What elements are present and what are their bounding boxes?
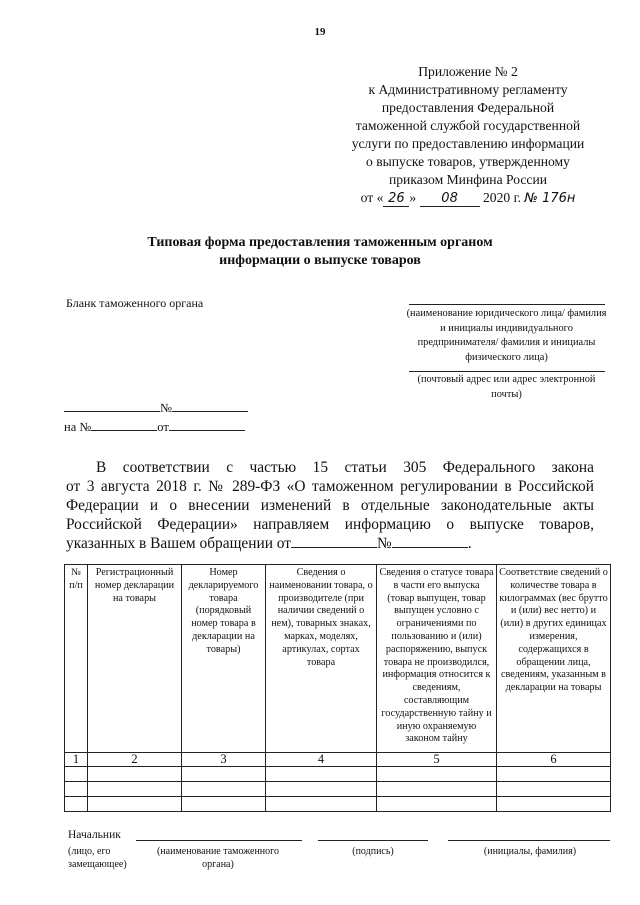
incoming-from: от: [157, 420, 169, 434]
table-cell: [182, 767, 266, 782]
date-year: 2020 г.: [482, 190, 522, 205]
table-cell: [377, 797, 497, 812]
appendix-line: Приложение № 2: [418, 64, 518, 79]
order-number: № 176н: [524, 191, 576, 206]
column-number-cell: 1: [65, 753, 88, 767]
header-cell: Сведения о статусе товара в части его выпуска (товар выпущен, товар выпущен условно с ограничениями по пользованию и (или) распоряжению, выпуск товара не производился, информация относится к сведениям, составляющим государственную тайну и иную охраняемую законом тайну: [377, 565, 497, 753]
date-mid: »: [409, 190, 417, 205]
blank-label: Бланк таможенного органа: [66, 296, 204, 310]
incoming-number-blank: [91, 417, 157, 431]
table-cell: [88, 782, 182, 797]
recipient-line: [409, 304, 605, 305]
table-cell: [88, 767, 182, 782]
appendix-line: предоставления Федеральной: [381, 100, 555, 115]
column-number-cell: 3: [182, 753, 266, 767]
appendix-line: таможенной службой государственной: [355, 118, 581, 133]
column-number-row: [65, 753, 611, 767]
date-prefix: от «: [360, 190, 384, 205]
table-row: [65, 797, 611, 812]
request-date-blank: [291, 534, 377, 548]
body-text: от 3 августа 2018 г. № 289-ФЗ «О таможенном регулировании в Российской Федерации и о внесении изменений в отдельные законодательные акты Российской Федерации» направляем информацию о выпуске товаров, указанных в Вашем обращении от: [66, 478, 594, 552]
incoming-prefix: на №: [64, 420, 92, 434]
body-end: .: [467, 535, 472, 552]
order-date-line: [318, 189, 618, 208]
table-cell: [65, 782, 88, 797]
request-number-blank: [392, 534, 468, 548]
table-cell: [497, 767, 611, 782]
appendix-line: к Административному регламенту: [368, 82, 568, 97]
org-note: (наименование таможенного органа): [156, 846, 280, 870]
column-number-cell: 2: [88, 753, 182, 767]
column-number-cell: 4: [266, 753, 377, 767]
title-line-2: информации о выпуске товаров: [219, 253, 421, 268]
column-number-cell: 6: [497, 753, 611, 767]
date-month: 08: [420, 191, 480, 207]
name-note: (инициалы, фамилия): [483, 846, 577, 857]
header-cell: Соответствие сведений о количестве товара в килограммах (вес брутто и (или) вес нетто) и (или) в других единицах измерения, содержащихся в обращении лица, сведениям, указанным в декларации на товары: [497, 565, 611, 753]
body-no-sign: №: [377, 535, 392, 552]
table-cell: [497, 797, 611, 812]
table-cell: [65, 797, 88, 812]
table-cell: [497, 782, 611, 797]
table-cell: [377, 767, 497, 782]
table-cell: [266, 767, 377, 782]
table-cell: [182, 782, 266, 797]
full-name-line: [448, 840, 610, 841]
body-paragraph: [66, 458, 594, 553]
body-rest: [66, 477, 594, 553]
letter-number-block: [64, 398, 248, 436]
outgoing-date-blank: [64, 398, 160, 412]
header-cell: Сведения о наименовании товара, о производителе (при наличии сведений о нем), товарных знаках, марках, моделях, артикулах, сортах товара: [266, 565, 377, 753]
outgoing-number-blank: [172, 398, 248, 412]
signature-line: [318, 840, 428, 841]
header-cell: Номер декларируемого товара (порядковый номер товара в декларации на товары): [182, 565, 266, 753]
table-row: [65, 767, 611, 782]
appendix-line: о выпуске товаров, утвержденному: [366, 154, 570, 169]
form-title: [80, 234, 560, 270]
goods-release-table: [64, 564, 611, 812]
address-line: [409, 371, 605, 372]
appendix-header: [318, 63, 618, 208]
signer-position: Начальник: [68, 829, 121, 841]
table-cell: [88, 797, 182, 812]
appendix-line: приказом Минфина России: [388, 172, 547, 187]
table-cell: [377, 782, 497, 797]
header-cell: № п/п: [65, 565, 88, 753]
column-number-cell: 5: [377, 753, 497, 767]
date-day: 26: [383, 191, 409, 207]
table-cell: [266, 797, 377, 812]
position-note: (лицо, его замещающее): [68, 846, 127, 870]
table-header-row: [65, 565, 611, 753]
sign-note: (подпись): [352, 846, 394, 857]
recipient-label: (наименование юридического лица/ фамилия и инициалы индивидуального предпринимателя/ фамилия и инициалы физического лица): [406, 308, 607, 363]
incoming-number-row: [64, 417, 248, 436]
table-row: [65, 782, 611, 797]
org-name-line: [136, 840, 302, 841]
table-cell: [182, 797, 266, 812]
title-line-1: Типовая форма предоставления таможенным органом: [147, 235, 493, 250]
header-cell: Регистрационный номер декларации на товары: [88, 565, 182, 753]
body-line-1: В соответствии с частью 15 статьи 305 Федерального закона: [96, 459, 594, 476]
appendix-line: услуги по предоставлению информации: [351, 136, 585, 151]
table-cell: [266, 782, 377, 797]
address-label: (почтовый адрес или адрес электронной почты): [417, 374, 596, 400]
outgoing-number-row: [64, 398, 248, 417]
page-number: 19: [314, 26, 326, 38]
incoming-date-blank: [169, 417, 245, 431]
table-cell: [65, 767, 88, 782]
signature-block: [68, 829, 121, 841]
outgoing-no-sign: №: [160, 401, 172, 415]
